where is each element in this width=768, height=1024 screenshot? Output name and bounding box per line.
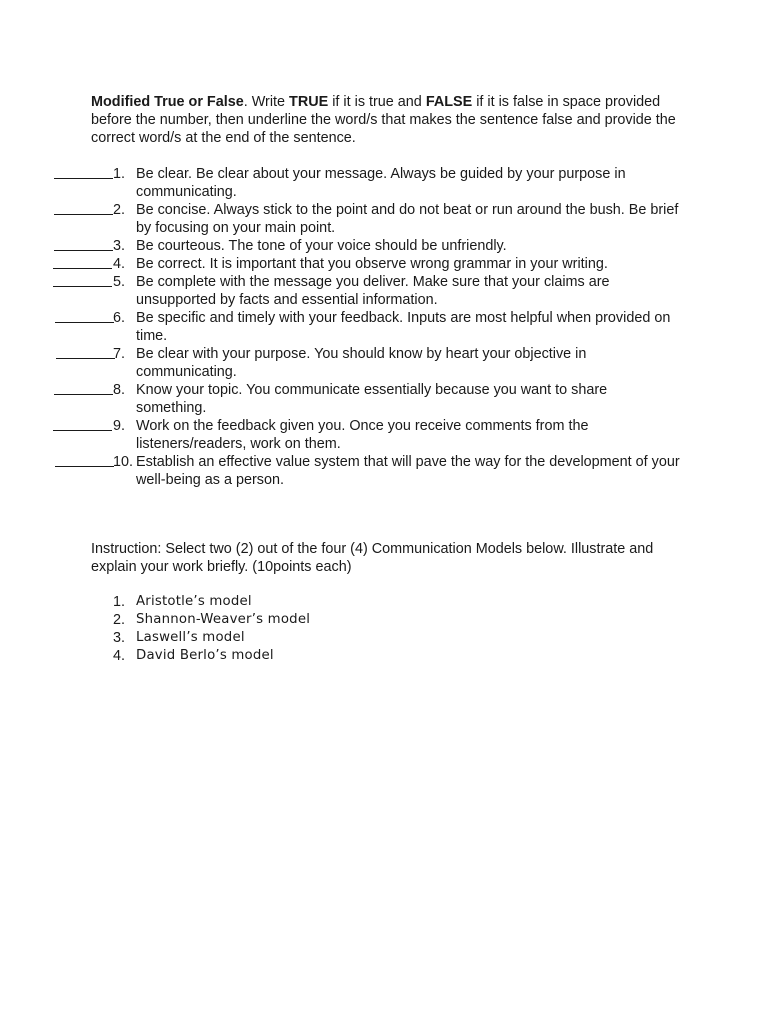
- model-number: 1.: [113, 594, 126, 610]
- instruction-paragraph: Instruction: Select two (2) out of the four (4) Communication Models below. Illustrate and explain your work briefly. (10points each): [91, 541, 654, 575]
- item-text: Be specific and timely with your feedback. Inputs are most helpful when provided on time.: [136, 310, 671, 344]
- answer-blank[interactable]: [54, 214, 113, 215]
- model-name: David Berlo’s model: [136, 648, 274, 663]
- list-item: [0, 309, 768, 345]
- list-item: [0, 345, 768, 381]
- model-name: Aristotle’s model: [136, 594, 252, 609]
- answer-blank[interactable]: [54, 394, 113, 395]
- item-number: 9.: [113, 418, 126, 434]
- item-number: 5.: [113, 274, 126, 290]
- model-number: 2.: [113, 612, 126, 628]
- list-item: [0, 629, 768, 647]
- model-name: Shannon-Weaver’s model: [136, 612, 311, 627]
- item-number: 3.: [113, 238, 126, 254]
- item-number: 10.: [113, 454, 134, 470]
- intro-text-1: . Write: [243, 94, 290, 110]
- item-text: Be complete with the message you deliver. Make sure that your claims are unsupported by facts and essential information.: [136, 274, 610, 308]
- model-number: 4.: [113, 648, 126, 664]
- item-number: 1.: [113, 166, 126, 182]
- item-text: Work on the feedback given you. Once you receive comments from the listeners/readers, work on them.: [136, 418, 589, 452]
- list-item: [0, 273, 768, 309]
- list-item: [0, 647, 768, 665]
- list-item: [0, 453, 768, 489]
- list-item: [0, 255, 768, 273]
- item-number: 7.: [113, 346, 126, 362]
- item-text: Be clear. Be clear about your message. Always be guided by your purpose in communicating.: [136, 166, 626, 200]
- list-item: [0, 165, 768, 201]
- intro-text-3: if it is false in space provided before the number, then underline the word/s that makes the sentence false and provide the correct word/s at the end of the sentence.: [91, 94, 676, 146]
- intro-bold-title: Modified True or False: [91, 94, 244, 110]
- list-item: [0, 417, 768, 453]
- item-number: 2.: [113, 202, 126, 218]
- answer-blank[interactable]: [54, 250, 113, 251]
- answer-blank[interactable]: [53, 430, 112, 431]
- item-number: 6.: [113, 310, 126, 326]
- item-text: Be courteous. The tone of your voice should be unfriendly.: [136, 238, 507, 254]
- answer-blank[interactable]: [55, 466, 114, 467]
- answer-blank[interactable]: [55, 322, 114, 323]
- answer-blank[interactable]: [53, 286, 112, 287]
- item-number: 4.: [113, 256, 126, 272]
- item-text: Know your topic. You communicate essentially because you want to share something.: [136, 382, 608, 416]
- communication-models-list: [0, 593, 768, 665]
- answer-blank[interactable]: [53, 268, 112, 269]
- item-text: Be concise. Always stick to the point and do not beat or run around the bush. Be brief by focusing on your main point.: [136, 202, 679, 236]
- intro-paragraph: [91, 93, 691, 147]
- item-text: Be clear with your purpose. You should know by heart your objective in communicating.: [136, 346, 587, 380]
- intro-bold-true: TRUE: [289, 94, 329, 110]
- answer-blank[interactable]: [56, 358, 115, 359]
- model-number: 3.: [113, 630, 126, 646]
- item-text: Be correct. It is important that you observe wrong grammar in your writing.: [136, 256, 608, 272]
- list-item: [0, 593, 768, 611]
- model-name: Laswell’s model: [136, 630, 245, 645]
- list-item: [0, 381, 768, 417]
- item-number: 8.: [113, 382, 126, 398]
- intro-text-2: if it is true and: [328, 94, 426, 110]
- list-item: [0, 201, 768, 237]
- true-false-list: [0, 165, 768, 489]
- answer-blank[interactable]: [54, 178, 113, 179]
- list-item: [0, 237, 768, 255]
- list-item: [0, 611, 768, 629]
- intro-bold-false: FALSE: [425, 94, 473, 110]
- item-text: Establish an effective value system that will pave the way for the development of your well-being as a person.: [136, 454, 680, 488]
